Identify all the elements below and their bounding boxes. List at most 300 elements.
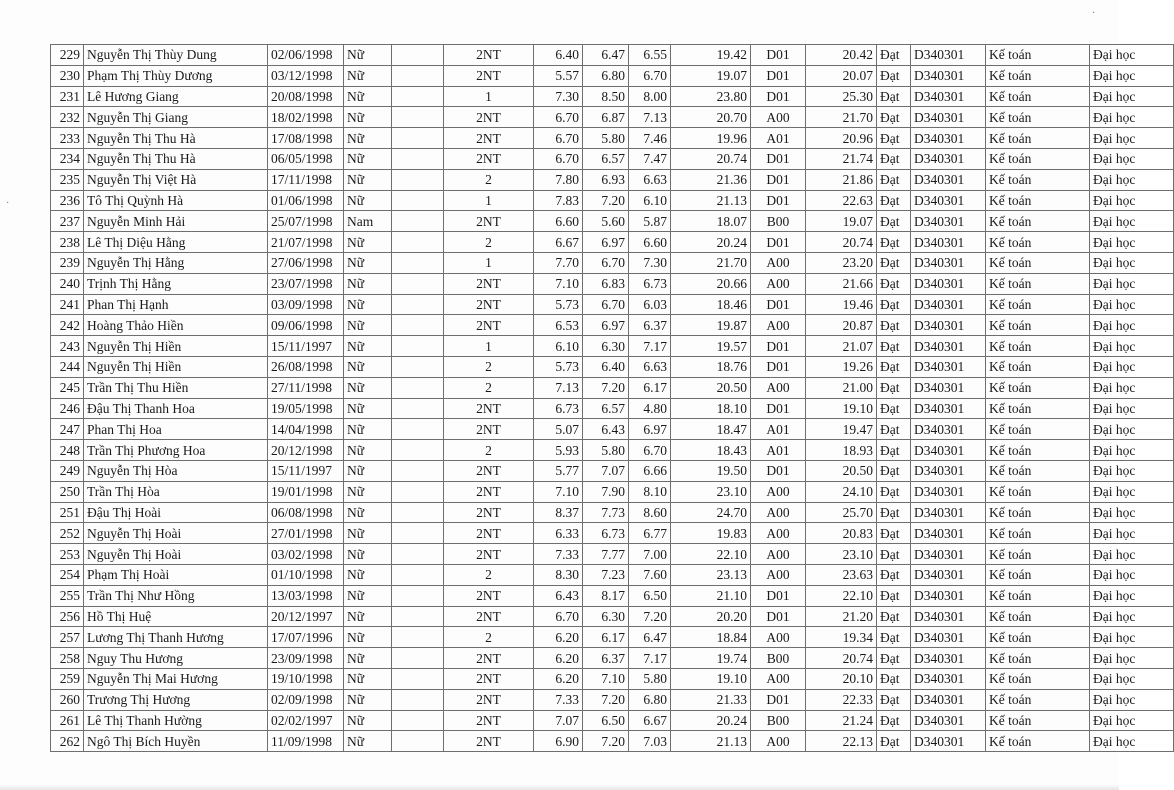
student-name: Trần Thị Như Hồng (84, 585, 268, 606)
row-number: 249 (51, 460, 84, 481)
total-score: 19.87 (671, 315, 751, 336)
blank-cell (392, 148, 444, 169)
gender: Nữ (344, 190, 392, 211)
priority-area: 2NT (444, 107, 534, 128)
row-number: 257 (51, 627, 84, 648)
blank-cell (392, 481, 444, 502)
blank-cell (392, 648, 444, 669)
major-name: Kế toán (986, 502, 1090, 523)
student-name: Hồ Thị Huệ (84, 606, 268, 627)
gender: Nữ (344, 315, 392, 336)
row-number: 246 (51, 398, 84, 419)
total-score: 18.76 (671, 356, 751, 377)
table-row (51, 398, 1174, 419)
table-row (51, 86, 1174, 107)
row-number: 259 (51, 668, 84, 689)
total-score: 21.33 (671, 689, 751, 710)
major-name: Kế toán (986, 65, 1090, 86)
gender: Nữ (344, 440, 392, 461)
result-status: Đạt (877, 419, 911, 440)
table-row (51, 232, 1174, 253)
major-name: Kế toán (986, 252, 1090, 273)
table-row (51, 648, 1174, 669)
total-score: 19.10 (671, 668, 751, 689)
final-score: 19.46 (806, 294, 877, 315)
student-name: Trần Thị Thu Hiền (84, 377, 268, 398)
final-score: 21.86 (806, 169, 877, 190)
row-number: 233 (51, 128, 84, 149)
final-score: 22.33 (806, 689, 877, 710)
gender: Nữ (344, 481, 392, 502)
major-name: Kế toán (986, 356, 1090, 377)
priority-area: 2NT (444, 419, 534, 440)
score-subject-1: 7.70 (534, 252, 583, 273)
total-score: 19.07 (671, 65, 751, 86)
row-number: 244 (51, 356, 84, 377)
major-code: D340301 (911, 398, 986, 419)
date-of-birth: 01/10/1998 (268, 564, 344, 585)
blank-cell (392, 440, 444, 461)
result-status: Đạt (877, 273, 911, 294)
major-name: Kế toán (986, 190, 1090, 211)
result-status: Đạt (877, 252, 911, 273)
student-name: Đậu Thị Hoài (84, 502, 268, 523)
total-score: 20.24 (671, 232, 751, 253)
total-score: 21.36 (671, 169, 751, 190)
date-of-birth: 25/07/1998 (268, 211, 344, 232)
student-name: Nguyễn Thị Thu Hà (84, 148, 268, 169)
major-code: D340301 (911, 45, 986, 66)
table-row (51, 211, 1174, 232)
student-name: Phan Thị Hoa (84, 419, 268, 440)
score-subject-1: 6.60 (534, 211, 583, 232)
final-score: 20.10 (806, 668, 877, 689)
row-number: 231 (51, 86, 84, 107)
score-subject-3: 8.60 (629, 502, 671, 523)
major-name: Kế toán (986, 45, 1090, 66)
date-of-birth: 13/03/1998 (268, 585, 344, 606)
priority-area: 2NT (444, 294, 534, 315)
blank-cell (392, 731, 444, 752)
score-subject-1: 7.10 (534, 481, 583, 502)
total-score: 18.84 (671, 627, 751, 648)
priority-area: 2NT (444, 273, 534, 294)
exam-block: A00 (751, 481, 806, 502)
result-status: Đạt (877, 356, 911, 377)
blank-cell (392, 377, 444, 398)
major-code: D340301 (911, 689, 986, 710)
table-row (51, 148, 1174, 169)
total-score: 18.10 (671, 398, 751, 419)
score-subject-3: 6.70 (629, 65, 671, 86)
gender: Nữ (344, 606, 392, 627)
major-code: D340301 (911, 606, 986, 627)
score-subject-1: 6.67 (534, 232, 583, 253)
blank-cell (392, 211, 444, 232)
gender: Nữ (344, 502, 392, 523)
date-of-birth: 27/11/1998 (268, 377, 344, 398)
final-score: 23.20 (806, 252, 877, 273)
total-score: 18.43 (671, 440, 751, 461)
major-code: D340301 (911, 544, 986, 565)
score-subject-1: 6.20 (534, 627, 583, 648)
major-name: Kế toán (986, 294, 1090, 315)
final-score: 20.07 (806, 65, 877, 86)
gender: Nữ (344, 585, 392, 606)
priority-area: 2 (444, 440, 534, 461)
date-of-birth: 17/08/1998 (268, 128, 344, 149)
score-subject-2: 7.07 (583, 460, 629, 481)
degree-level: Đại học (1090, 689, 1174, 710)
total-score: 18.07 (671, 211, 751, 232)
score-subject-1: 7.33 (534, 689, 583, 710)
exam-block: D01 (751, 65, 806, 86)
gender: Nữ (344, 86, 392, 107)
student-name: Nguyễn Thị Hòa (84, 460, 268, 481)
student-name: Phạm Thị Hoài (84, 564, 268, 585)
table-row (51, 668, 1174, 689)
score-subject-3: 6.63 (629, 356, 671, 377)
row-number: 234 (51, 148, 84, 169)
score-subject-3: 6.80 (629, 689, 671, 710)
exam-block: D01 (751, 606, 806, 627)
score-subject-3: 6.10 (629, 190, 671, 211)
degree-level: Đại học (1090, 585, 1174, 606)
score-subject-3: 7.17 (629, 648, 671, 669)
major-name: Kế toán (986, 148, 1090, 169)
total-score: 20.24 (671, 710, 751, 731)
exam-block: A00 (751, 544, 806, 565)
degree-level: Đại học (1090, 232, 1174, 253)
blank-cell (392, 315, 444, 336)
score-subject-2: 7.20 (583, 190, 629, 211)
major-name: Kế toán (986, 273, 1090, 294)
blank-cell (392, 232, 444, 253)
gender: Nữ (344, 377, 392, 398)
total-score: 21.13 (671, 190, 751, 211)
table-row (51, 627, 1174, 648)
exam-block: D01 (751, 45, 806, 66)
score-subject-1: 7.80 (534, 169, 583, 190)
score-subject-2: 6.40 (583, 356, 629, 377)
major-code: D340301 (911, 440, 986, 461)
major-code: D340301 (911, 86, 986, 107)
date-of-birth: 02/02/1997 (268, 710, 344, 731)
major-code: D340301 (911, 668, 986, 689)
result-status: Đạt (877, 689, 911, 710)
score-subject-1: 6.20 (534, 648, 583, 669)
gender: Nữ (344, 232, 392, 253)
priority-area: 2NT (444, 648, 534, 669)
degree-level: Đại học (1090, 252, 1174, 273)
exam-block: D01 (751, 148, 806, 169)
row-number: 262 (51, 731, 84, 752)
result-status: Đạt (877, 377, 911, 398)
scan-speck: · (6, 198, 10, 209)
student-name: Trịnh Thị Hằng (84, 273, 268, 294)
gender: Nam (344, 211, 392, 232)
score-subject-3: 7.00 (629, 544, 671, 565)
gender: Nữ (344, 419, 392, 440)
priority-area: 1 (444, 252, 534, 273)
major-code: D340301 (911, 190, 986, 211)
table-row (51, 315, 1174, 336)
gender: Nữ (344, 689, 392, 710)
score-subject-3: 6.17 (629, 377, 671, 398)
exam-block: A01 (751, 440, 806, 461)
priority-area: 2NT (444, 668, 534, 689)
final-score: 18.93 (806, 440, 877, 461)
gender: Nữ (344, 648, 392, 669)
score-subject-2: 8.17 (583, 585, 629, 606)
row-number: 229 (51, 45, 84, 66)
student-name: Trương Thị Hương (84, 689, 268, 710)
gender: Nữ (344, 710, 392, 731)
priority-area: 2NT (444, 65, 534, 86)
score-subject-2: 6.43 (583, 419, 629, 440)
final-score: 25.70 (806, 502, 877, 523)
score-subject-2: 6.50 (583, 710, 629, 731)
student-name: Nguyễn Thị Hiền (84, 336, 268, 357)
blank-cell (392, 252, 444, 273)
blank-cell (392, 544, 444, 565)
major-code: D340301 (911, 128, 986, 149)
table-row (51, 294, 1174, 315)
gender: Nữ (344, 294, 392, 315)
blank-cell (392, 627, 444, 648)
row-number: 261 (51, 710, 84, 731)
final-score: 22.13 (806, 731, 877, 752)
total-score: 19.96 (671, 128, 751, 149)
table-row (51, 585, 1174, 606)
blank-cell (392, 356, 444, 377)
score-subject-2: 7.20 (583, 377, 629, 398)
table-row (51, 481, 1174, 502)
degree-level: Đại học (1090, 107, 1174, 128)
final-score: 21.66 (806, 273, 877, 294)
major-name: Kế toán (986, 606, 1090, 627)
student-name: Nguyễn Thị Mai Hương (84, 668, 268, 689)
degree-level: Đại học (1090, 523, 1174, 544)
score-subject-1: 5.77 (534, 460, 583, 481)
score-subject-1: 5.73 (534, 294, 583, 315)
major-code: D340301 (911, 169, 986, 190)
major-name: Kế toán (986, 544, 1090, 565)
result-status: Đạt (877, 128, 911, 149)
admission-results-table (50, 44, 1174, 752)
degree-level: Đại học (1090, 315, 1174, 336)
priority-area: 2 (444, 169, 534, 190)
final-score: 21.20 (806, 606, 877, 627)
row-number: 237 (51, 211, 84, 232)
score-subject-2: 6.70 (583, 252, 629, 273)
exam-block: D01 (751, 689, 806, 710)
exam-block: D01 (751, 585, 806, 606)
major-code: D340301 (911, 481, 986, 502)
gender: Nữ (344, 668, 392, 689)
priority-area: 2NT (444, 544, 534, 565)
table-row (51, 523, 1174, 544)
score-subject-3: 6.77 (629, 523, 671, 544)
blank-cell (392, 190, 444, 211)
gender: Nữ (344, 107, 392, 128)
score-subject-2: 6.97 (583, 232, 629, 253)
major-code: D340301 (911, 315, 986, 336)
score-subject-2: 6.87 (583, 107, 629, 128)
date-of-birth: 19/10/1998 (268, 668, 344, 689)
student-name: Nguyễn Thị Thùy Dung (84, 45, 268, 66)
priority-area: 2NT (444, 710, 534, 731)
final-score: 22.63 (806, 190, 877, 211)
table-body (51, 45, 1174, 752)
major-name: Kế toán (986, 627, 1090, 648)
degree-level: Đại học (1090, 336, 1174, 357)
student-name: Nguyễn Thị Thu Hà (84, 128, 268, 149)
blank-cell (392, 710, 444, 731)
table-row (51, 336, 1174, 357)
major-code: D340301 (911, 627, 986, 648)
exam-block: D01 (751, 86, 806, 107)
score-subject-2: 6.30 (583, 336, 629, 357)
exam-block: A00 (751, 627, 806, 648)
date-of-birth: 15/11/1997 (268, 336, 344, 357)
final-score: 20.50 (806, 460, 877, 481)
final-score: 23.10 (806, 544, 877, 565)
final-score: 20.96 (806, 128, 877, 149)
total-score: 23.13 (671, 564, 751, 585)
date-of-birth: 19/01/1998 (268, 481, 344, 502)
row-number: 260 (51, 689, 84, 710)
student-name: Nguy Thu Hương (84, 648, 268, 669)
degree-level: Đại học (1090, 668, 1174, 689)
row-number: 238 (51, 232, 84, 253)
degree-level: Đại học (1090, 710, 1174, 731)
table-row (51, 460, 1174, 481)
table-row (51, 45, 1174, 66)
major-name: Kế toán (986, 377, 1090, 398)
degree-level: Đại học (1090, 544, 1174, 565)
row-number: 241 (51, 294, 84, 315)
major-name: Kế toán (986, 668, 1090, 689)
major-name: Kế toán (986, 460, 1090, 481)
date-of-birth: 18/02/1998 (268, 107, 344, 128)
total-score: 20.70 (671, 107, 751, 128)
degree-level: Đại học (1090, 128, 1174, 149)
row-number: 240 (51, 273, 84, 294)
major-code: D340301 (911, 564, 986, 585)
score-subject-1: 5.93 (534, 440, 583, 461)
blank-cell (392, 606, 444, 627)
final-score: 19.47 (806, 419, 877, 440)
row-number: 235 (51, 169, 84, 190)
row-number: 236 (51, 190, 84, 211)
major-code: D340301 (911, 252, 986, 273)
date-of-birth: 01/06/1998 (268, 190, 344, 211)
major-code: D340301 (911, 65, 986, 86)
score-subject-1: 6.90 (534, 731, 583, 752)
student-name: Nguyễn Thị Hiền (84, 356, 268, 377)
degree-level: Đại học (1090, 211, 1174, 232)
date-of-birth: 03/09/1998 (268, 294, 344, 315)
row-number: 242 (51, 315, 84, 336)
blank-cell (392, 564, 444, 585)
score-subject-2: 5.60 (583, 211, 629, 232)
final-score: 20.42 (806, 45, 877, 66)
degree-level: Đại học (1090, 564, 1174, 585)
blank-cell (392, 668, 444, 689)
degree-level: Đại học (1090, 45, 1174, 66)
row-number: 232 (51, 107, 84, 128)
table-row (51, 544, 1174, 565)
score-subject-1: 7.10 (534, 273, 583, 294)
date-of-birth: 06/08/1998 (268, 502, 344, 523)
score-subject-2: 6.57 (583, 398, 629, 419)
total-score: 23.80 (671, 86, 751, 107)
table-row (51, 440, 1174, 461)
date-of-birth: 03/12/1998 (268, 65, 344, 86)
row-number: 255 (51, 585, 84, 606)
score-subject-1: 5.73 (534, 356, 583, 377)
student-name: Tô Thị Quỳnh Hà (84, 190, 268, 211)
total-score: 22.10 (671, 544, 751, 565)
row-number: 245 (51, 377, 84, 398)
result-status: Đạt (877, 86, 911, 107)
score-subject-2: 6.80 (583, 65, 629, 86)
major-name: Kế toán (986, 107, 1090, 128)
major-code: D340301 (911, 648, 986, 669)
exam-block: A01 (751, 419, 806, 440)
major-code: D340301 (911, 502, 986, 523)
blank-cell (392, 585, 444, 606)
score-subject-2: 6.37 (583, 648, 629, 669)
score-subject-2: 7.23 (583, 564, 629, 585)
exam-block: D01 (751, 190, 806, 211)
student-name: Phan Thị Hạnh (84, 294, 268, 315)
final-score: 19.07 (806, 211, 877, 232)
result-status: Đạt (877, 710, 911, 731)
priority-area: 1 (444, 86, 534, 107)
result-status: Đạt (877, 190, 911, 211)
total-score: 23.10 (671, 481, 751, 502)
score-subject-2: 7.20 (583, 689, 629, 710)
score-subject-3: 7.47 (629, 148, 671, 169)
gender: Nữ (344, 460, 392, 481)
date-of-birth: 23/07/1998 (268, 273, 344, 294)
major-code: D340301 (911, 710, 986, 731)
major-code: D340301 (911, 107, 986, 128)
date-of-birth: 21/07/1998 (268, 232, 344, 253)
row-number: 247 (51, 419, 84, 440)
priority-area: 2NT (444, 523, 534, 544)
final-score: 20.87 (806, 315, 877, 336)
score-subject-3: 7.13 (629, 107, 671, 128)
scan-speck: · (1092, 8, 1096, 19)
total-score: 19.74 (671, 648, 751, 669)
score-subject-3: 6.60 (629, 232, 671, 253)
score-subject-2: 7.90 (583, 481, 629, 502)
exam-block: A00 (751, 523, 806, 544)
blank-cell (392, 169, 444, 190)
table-row (51, 731, 1174, 752)
blank-cell (392, 460, 444, 481)
score-subject-2: 6.73 (583, 523, 629, 544)
major-name: Kế toán (986, 523, 1090, 544)
blank-cell (392, 107, 444, 128)
score-subject-3: 6.37 (629, 315, 671, 336)
student-name: Lê Thị Diệu Hằng (84, 232, 268, 253)
priority-area: 2NT (444, 45, 534, 66)
score-subject-3: 7.03 (629, 731, 671, 752)
